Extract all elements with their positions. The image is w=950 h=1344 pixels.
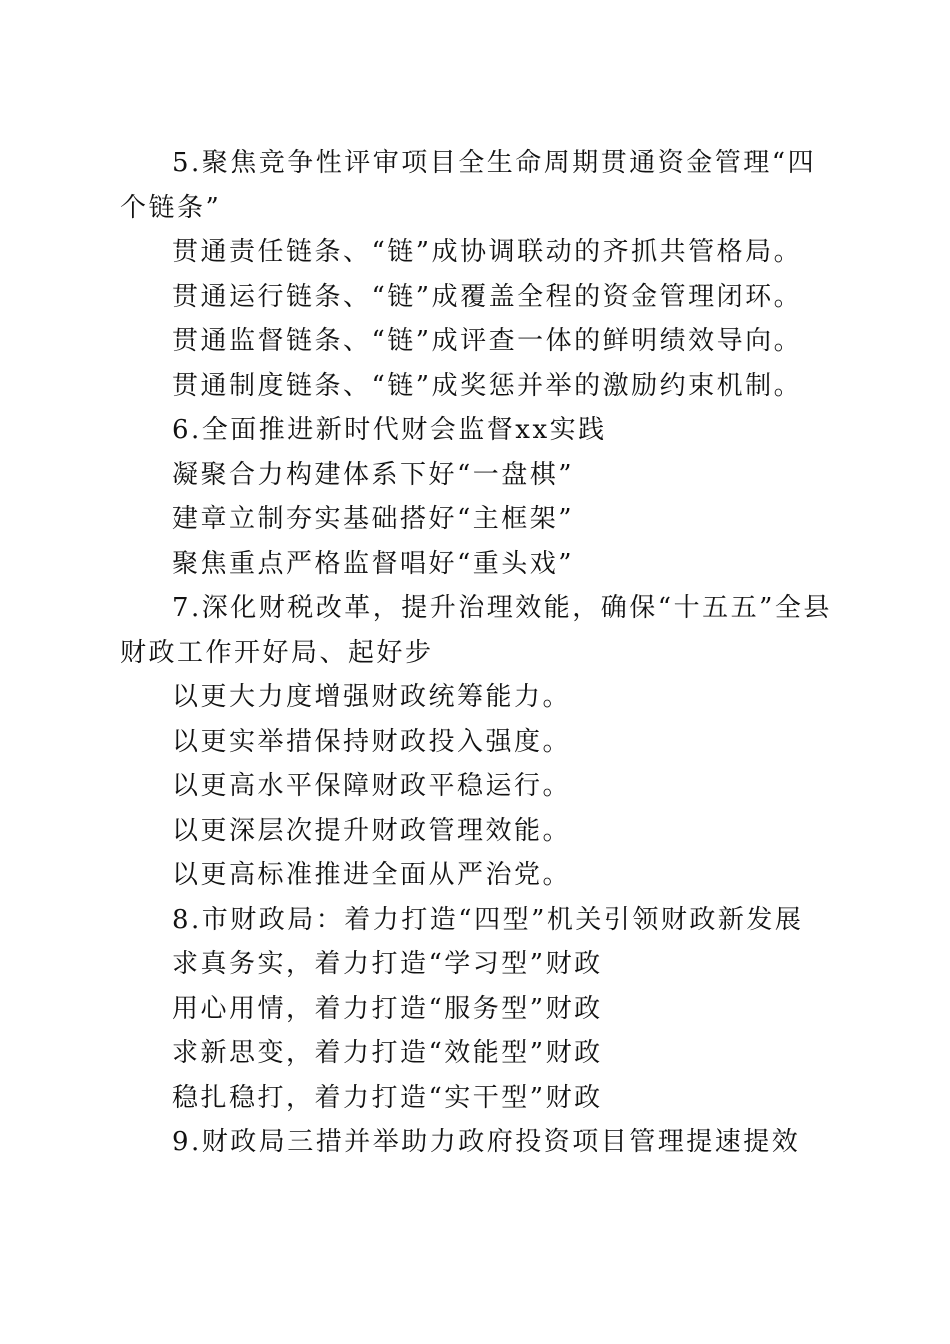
list-item: 以更深层次提升财政管理效能。 [172,815,572,846]
list-item: 贯通制度链条、“链”成奖惩并举的激励约束机制。 [172,370,803,401]
list-item: 贯通监督链条、“链”成评查一体的鲜明绩效导向。 [172,326,803,356]
heading-item-8: 8.市财政局：着力打造“四型”机关引领财政新发展 [172,904,804,935]
heading-item-7: 7.深化财税改革，提升治理效能，确保“十五五”全县财政工作开好局、起好步 [120,593,832,668]
list-item: 贯通责任链条、“链”成协调联动的齐抓共管格局。 [172,237,803,267]
list-item: 以更高标准推进全面从严治党。 [172,860,572,890]
heading-item-6: 6.全面推进新时代财会监督xx实践 [172,415,607,445]
list-item: 以更高水平保障财政平稳运行。 [172,771,572,801]
document-body [120,141,840,1165]
list-item: 聚焦重点严格监督唱好“重头戏” [172,548,575,579]
list-item: 求新思变，着力打造“效能型”财政 [172,1038,603,1068]
list-item: 求真务实，着力打造“学习型”财政 [172,949,603,979]
heading-item-5: 5.聚焦竞争性评审项目全生命周期贯通资金管理“四个链条” [120,148,817,223]
list-item: 建章立制夯实基础搭好“主框架” [172,504,575,534]
list-item: 贯通运行链条、“链”成覆盖全程的资金管理闭环。 [172,281,803,312]
list-item: 稳扎稳打，着力打造“实干型”财政 [172,1082,603,1113]
list-item: 凝聚合力构建体系下好“一盘棋” [172,459,575,490]
list-item: 以更大力度增强财政统筹能力。 [172,682,572,712]
list-item: 以更实举措保持财政投入强度。 [172,726,572,757]
heading-item-9: 9.财政局三措并举助力政府投资项目管理提速提效 [172,1127,801,1157]
list-item: 用心用情，着力打造“服务型”财政 [172,993,603,1024]
